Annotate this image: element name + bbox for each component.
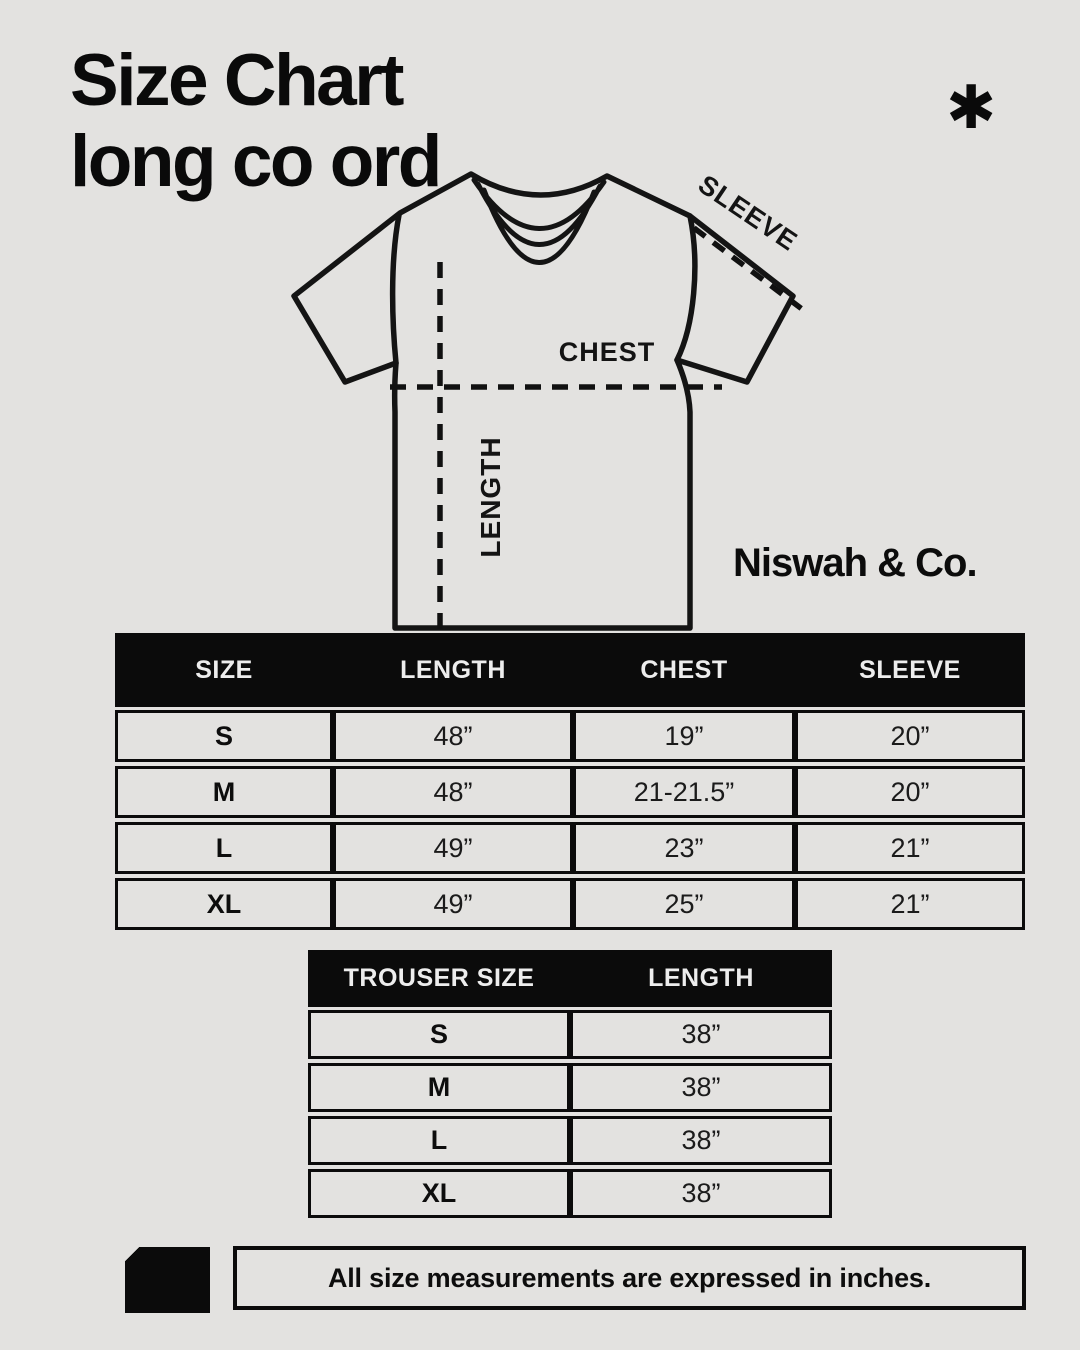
column-header-chest: CHEST [640,655,728,684]
column-header-sleeve: SLEEVE [859,655,961,684]
size-table-body [115,710,1025,930]
trouser-size-cell: M [308,1063,570,1112]
chest-cell: 19” [573,710,795,762]
sleeve-cell: 20” [795,766,1025,818]
size-cell: XL [115,878,333,930]
page-title-line2: long co ord [70,121,440,202]
length-cell: 49” [333,822,573,874]
sleeve-cell: 21” [795,822,1025,874]
sleeve-cell: 21” [795,878,1025,930]
brand-logo-mark [125,1247,210,1313]
column-header-trouser-length: LENGTH [648,964,754,992]
chest-cell: 21-21.5” [573,766,795,818]
sleeve-label: SLEEVE [692,169,804,257]
chest-label: CHEST [558,337,656,367]
trouser-length-cell: 38” [570,1063,832,1112]
asterisk-icon: ✱ [946,73,997,143]
length-label: LENGTH [475,436,506,558]
trouser-size-table [308,950,832,1218]
length-cell: 49” [333,878,573,930]
brand-name: Niswah & Co. [733,541,977,585]
size-table-header [115,633,1025,707]
trouser-size-cell: L [308,1116,570,1165]
size-cell: S [115,710,333,762]
trouser-size-cell: XL [308,1169,570,1218]
chest-cell: 25” [573,878,795,930]
sleeve-cell: 20” [795,710,1025,762]
trouser-table-body [308,1010,832,1218]
chest-cell: 23” [573,822,795,874]
measurement-note-text: All size measurements are expressed in inches. [327,1262,932,1293]
size-chart-table [115,633,1025,930]
trouser-length-cell: 38” [570,1116,832,1165]
size-cell: L [115,822,333,874]
page-title-line1: Size Chart [70,40,402,121]
trouser-size-cell: S [308,1010,570,1059]
length-cell: 48” [333,766,573,818]
trouser-length-cell: 38” [570,1169,832,1218]
length-cell: 48” [333,710,573,762]
trouser-length-cell: 38” [570,1010,832,1059]
column-header-length: LENGTH [400,655,506,684]
trouser-table-header [308,950,832,1007]
column-header-size: SIZE [195,655,253,684]
size-cell: M [115,766,333,818]
measurement-note-box [233,1246,1026,1310]
column-header-trouser-size: TROUSER SIZE [343,964,535,992]
